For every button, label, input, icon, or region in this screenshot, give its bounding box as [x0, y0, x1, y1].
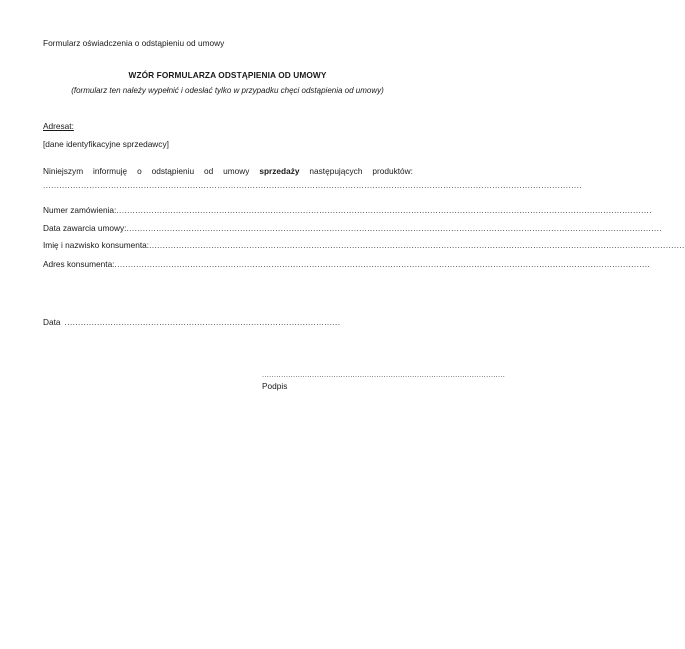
consumer-name-fill-line: ...................................................................................................................................................................................................... [149, 240, 685, 250]
contract-type-word: sprzedaży [259, 166, 300, 176]
form-subtitle: (formularz ten należy wypełnić i odesłać tylko w przypadku chęci odstąpienia od umowy) [71, 86, 384, 95]
products-fill-line: ...................................................................................................................................................................................................... [43, 181, 583, 190]
signature-label: Podpis [262, 381, 288, 391]
signature-line: ...................................................................................................... [262, 370, 506, 379]
consumer-name-label: Imię i nazwisko konsumenta: [43, 240, 150, 250]
statement-word: od [204, 166, 214, 176]
consumer-address-fill-line: ...................................................................................................................................................................................................... [114, 259, 651, 269]
contract-date-label: Data zawarcia umowy: [43, 223, 127, 233]
withdrawal-statement [43, 167, 413, 177]
statement-word: Niniejszym [43, 166, 84, 176]
statement-word: następujących [309, 166, 363, 176]
order-number-field [43, 205, 652, 216]
date-field [43, 317, 341, 328]
consumer-address-field [43, 259, 651, 270]
statement-word: o [137, 166, 142, 176]
date-label: Data [43, 317, 61, 327]
contract-date-fill-line: ...................................................................................................................................................................................................... [126, 223, 663, 233]
order-number-fill-line: ...................................................................................................................................................................................................... [116, 205, 652, 215]
date-fill-line: ...................................................................................................... [64, 317, 341, 327]
statement-word: odstąpieniu [151, 166, 195, 176]
contract-date-field [43, 223, 663, 234]
form-title: WZÓR FORMULARZA ODSTĄPIENIA OD UMOWY [128, 70, 327, 80]
statement-word: umowy [223, 166, 250, 176]
document-header: Formularz oświadczenia o odstąpieniu od umowy [43, 38, 225, 48]
statement-word: informuję [93, 166, 128, 176]
statement-word: produktów: [372, 166, 413, 176]
recipient-label: Adresat: [43, 121, 74, 131]
consumer-name-field [43, 240, 685, 251]
recipient-placeholder: [dane identyfikacyjne sprzedawcy] [43, 139, 169, 149]
order-number-label: Numer zamówienia: [43, 205, 117, 215]
consumer-address-label: Adres konsumenta: [43, 259, 115, 269]
